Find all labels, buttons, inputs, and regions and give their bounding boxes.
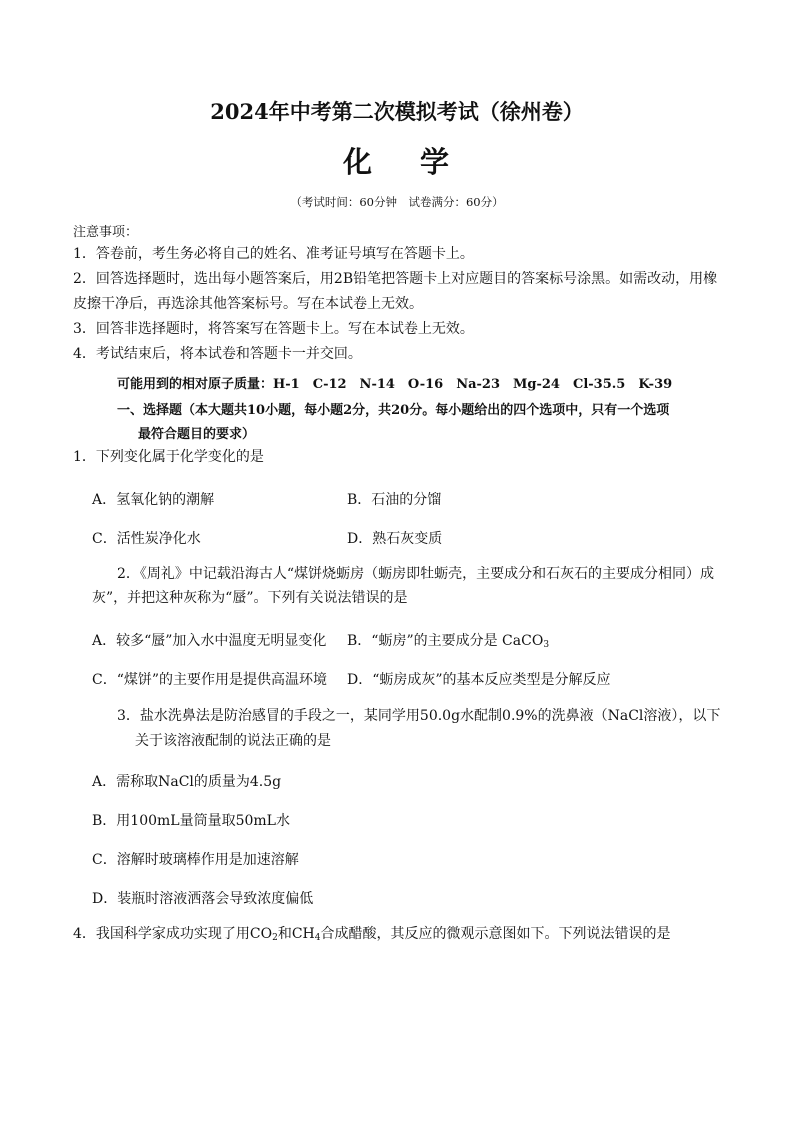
q2-option-d: D．“蛎房成灰”的基本反应类型是分解反应: [347, 672, 611, 688]
notice-item-1: 1．答卷前，考生务必将自己的姓名、准考证号填写在答题卡上。: [73, 246, 474, 262]
q2-option-b: [347, 630, 549, 650]
q3-option-d: D．装瓶时溶液洒落会导致浓度偏低: [92, 891, 314, 907]
subject-char-2: 学: [420, 145, 452, 179]
q4-stem: [73, 927, 671, 941]
q1-option-c: C．活性炭净化水: [92, 531, 201, 547]
notice-item-2-line-2: 皮擦干净后，再选涂其他答案标号。写在本试卷上无效。: [73, 296, 423, 312]
q2-stem-line-1: 2．《周礼》中记载沿海古人“煤饼烧蛎房（蛎房即牡蛎壳，主要成分和石灰石的主要成分相同）成: [117, 566, 715, 582]
q3-option-c: C．溶解时玻璃棒作用是加速溶解: [92, 852, 299, 868]
q2-option-b-subscript: 3: [543, 640, 550, 650]
section-1-line-1: 一、选择题（本大题共10小题，每小题2分，共20分。每小题给出的四个选项中，只有一个选项: [117, 403, 670, 418]
q4-subscript-2: 4: [314, 933, 321, 943]
q2-option-a: A．较多“蜃”加入水中温度无明显变化: [92, 633, 327, 649]
q3-option-b: B．用100mL量筒量取50mL水: [92, 813, 290, 829]
q1-option-b: B．石油的分馏: [347, 492, 442, 508]
q3-option-a: A．需称取NaCl的质量为4.5g: [92, 774, 282, 790]
subject-char-1: 化: [342, 145, 374, 179]
q4-subscript-1: 2: [272, 933, 278, 943]
q4-stem-part-3: 合成醋酸，其反应的微观示意图如下。下列说法错误的是: [320, 926, 671, 942]
q1-option-a: A．氢氧化钠的潮解: [92, 492, 215, 508]
q2-option-c: C．“煤饼”的主要作用是提供高温环境: [92, 672, 328, 688]
q2-option-b-text: B．“蛎房”的主要成分是 CaCO: [347, 633, 544, 649]
atomic-masses: 可能用到的相对原子质量：H-1 C-12 N-14 O-16 Na-23 Mg-24 Cl-35.5 K-39: [117, 377, 673, 392]
q4-stem-part-1: 4．我国科学家成功实现了用CO: [73, 926, 273, 942]
notice-heading: 注意事项：: [73, 225, 139, 240]
exam-info: （考试时间：60分钟 试卷满分：60分）: [290, 195, 504, 209]
notice-item-2-line-1: 2．回答选择题时，选出每小题答案后，用2B铅笔把答题卡上对应题目的答案标号涂黑。如需改动，用橡: [73, 271, 718, 287]
q1-option-d: D．熟石灰变质: [347, 531, 443, 547]
subject-title: [0, 140, 794, 181]
notice-item-4: 4．考试结束后，将本试卷和答题卡一并交回。: [73, 346, 362, 362]
section-1-line-2: 最符合题目的要求）: [138, 427, 256, 442]
q1-stem: 1．下列变化属于化学变化的是: [73, 449, 264, 465]
q4-stem-part-2: 和CH: [277, 926, 315, 942]
notice-item-3: 3．回答非选择题时，将答案写在答题卡上。写在本试卷上无效。: [73, 321, 474, 337]
q3-stem-line-1: 3．盐水洗鼻法是防治感冒的手段之一，某同学用50.0g水配制0.9%的洗鼻液（NaCl溶液），以下: [117, 708, 721, 724]
exam-title: 2024年中考第二次模拟考试（徐州卷）: [210, 99, 584, 124]
q2-stem-line-2: 灰”，并把这种灰称为“蜃”。下列有关说法错误的是: [92, 590, 408, 606]
q3-stem-line-2: 关于该溶液配制的说法正确的是: [135, 733, 331, 749]
